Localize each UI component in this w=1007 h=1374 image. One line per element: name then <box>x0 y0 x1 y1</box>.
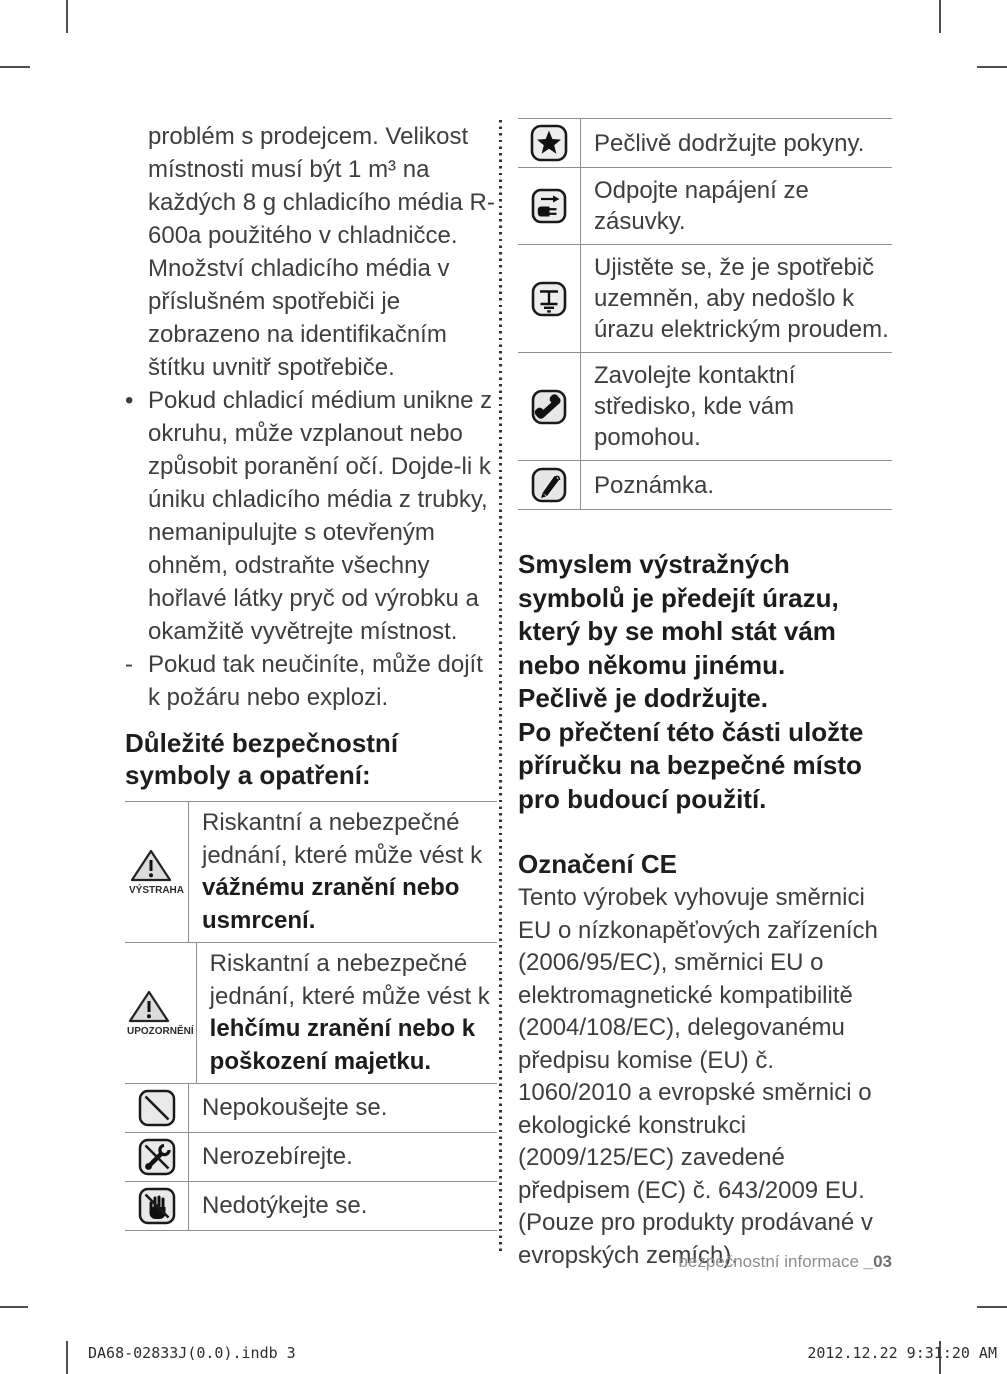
note-pen-icon <box>529 465 569 505</box>
bullet-item <box>125 384 497 648</box>
ground-icon-cell <box>518 245 581 352</box>
do-not-disassemble-icon <box>137 1137 177 1177</box>
table-row-do-not-disassemble <box>125 1133 497 1182</box>
call-center-text: Zavolejte kontaktní středisko, kde vám pomohou. <box>594 362 796 451</box>
warning-label: VÝSTRAHA <box>128 885 184 896</box>
warning-purpose-line-2: Pečlivě je dodržujte. <box>518 683 768 713</box>
crop-mark-bottom-left-h <box>0 1306 28 1308</box>
follow-instructions-text: Pečlivě dodržujte pokyny. <box>594 129 865 157</box>
ground-earth-icon <box>529 279 569 319</box>
crop-mark-bottom-left-v <box>66 1341 68 1374</box>
column-divider-dotted <box>499 120 502 1252</box>
warning-text-normal: Riskantní a nebezpečné jednání, které může vést k <box>202 809 483 869</box>
crop-mark-bottom-right-h <box>977 1306 1007 1308</box>
caution-label: UPOZORNĚNÍ <box>127 1026 194 1037</box>
warning-icon-cell <box>125 802 189 942</box>
right-column <box>518 118 892 1272</box>
do-not-disassemble-icon-cell <box>125 1133 189 1181</box>
footer-page-number: _03 <box>863 1252 892 1271</box>
caution-triangle-icon <box>127 989 171 1025</box>
table-row-unplug <box>518 168 892 245</box>
follow-instructions-star-icon <box>529 123 569 163</box>
table-row-note <box>518 461 892 509</box>
dash-text: Pokud tak neučiníte, může dojít k požáru nebo explozi. <box>148 651 483 711</box>
do-not-touch-icon <box>137 1186 177 1226</box>
bullet-marker: • <box>125 387 134 414</box>
do-not-attempt-icon <box>137 1088 177 1128</box>
unplug-power-icon <box>529 186 569 226</box>
ce-heading: Označení CE <box>518 849 677 879</box>
caution-text-normal: Riskantní a nebezpečné jednání, které může vést k <box>209 950 490 1010</box>
paragraph-refrigerant: problém s prodejcem. Velikost místnosti musí být 1 m³ na každých 8 g chladicího média R-600a použitého v chladničce. Množství chladicího média v příslušném spotřebiči je zobrazeno na identifikačním štítku uvnitř spotřebiče. <box>148 123 495 381</box>
call-center-phone-icon <box>529 387 569 427</box>
caution-icon-cell <box>125 943 197 1083</box>
warning-text-bold: vážnému zranění nebo usmrcení. <box>202 874 460 934</box>
caution-text-bold: lehčímu zranění nebo k poškození majetku. <box>209 1015 476 1075</box>
caution-text <box>197 943 497 1083</box>
table-row-follow-instructions <box>518 119 892 168</box>
warning-text <box>189 802 497 942</box>
table-row-do-not-attempt <box>125 1084 497 1133</box>
note-text: Poznámka. <box>594 471 715 499</box>
footer-section-label: bezpečnostní informace <box>678 1252 864 1271</box>
warning-purpose-line-3: Po přečtení této části uložte příručku na bezpečné místo pro budoucí použití. <box>518 716 864 814</box>
do-not-disassemble-text: Nerozebírejte. <box>202 1142 353 1170</box>
do-not-touch-icon-cell <box>125 1182 189 1230</box>
ground-text: Ujistěte se, že je spotřebič uzemněn, aby nedošlo k úrazu elektrickým proudem. <box>594 254 889 343</box>
print-file-name: DA68-02833J(0.0).indb 3 <box>88 1344 296 1362</box>
crop-mark-top-left-h <box>0 66 30 68</box>
table-row-caution <box>125 943 497 1084</box>
table-row-call-center <box>518 353 892 461</box>
page-footer <box>518 1252 892 1272</box>
note-icon-cell <box>518 461 581 509</box>
unplug-icon-cell <box>518 168 581 244</box>
do-not-attempt-icon-cell <box>125 1084 189 1132</box>
table-row-do-not-touch <box>125 1182 497 1230</box>
warning-purpose-paragraph <box>518 548 892 816</box>
dash-marker: - <box>125 651 133 678</box>
safety-symbols-table <box>125 801 497 1231</box>
print-timestamp: 2012.12.22 9:31:20 AM <box>807 1344 997 1362</box>
crop-mark-top-right-h <box>977 66 1007 68</box>
ce-body: Tento výrobek vyhovuje směrnici EU o nízkonapěťových zařízeních (2006/95/EC), směrnici EU o elektromagnetické kompatibilitě (2004/108/EC), delegovanému předpisu komise (EU) č. 1060/2010 a evropské směrnici o ekologické konstrukci (2009/125/EC) zavedené předpisem (EC) č. 643/2009 EU. (Pouze pro produkty prodávané v evropských zemích). <box>518 884 878 1269</box>
table-row-ground <box>518 245 892 353</box>
dash-item <box>125 648 497 714</box>
do-not-attempt-text: Nepokoušejte se. <box>202 1093 388 1121</box>
instructions-table <box>518 118 892 510</box>
do-not-touch-text: Nedotýkejte se. <box>202 1191 368 1219</box>
crop-mark-top-right-v <box>939 0 941 33</box>
star-icon-cell <box>518 119 581 167</box>
section-heading-symbols: Důležité bezpečnostní symboly a opatření: <box>125 728 399 790</box>
warning-purpose-line-1: Smyslem výstražných symbolů je předejít úrazu, který by se mohl stát vám nebo někomu jinému. <box>518 549 839 680</box>
left-column <box>125 120 497 1231</box>
warning-triangle-icon <box>129 848 173 884</box>
table-row-warning <box>125 802 497 943</box>
phone-icon-cell <box>518 353 581 460</box>
bullet-text: Pokud chladicí médium unikne z okruhu, může vzplanout nebo způsobit poranění očí. Dojde-li k úniku chladicího média z trubky, nemanipulujte s otevřeným ohněm, odstraňte všechny hořlavé látky pryč od výrobku a okamžitě vyvětrejte místnost. <box>148 387 493 645</box>
crop-mark-top-left-v <box>66 0 68 33</box>
unplug-text: Odpojte napájení ze zásuvky. <box>594 177 809 235</box>
